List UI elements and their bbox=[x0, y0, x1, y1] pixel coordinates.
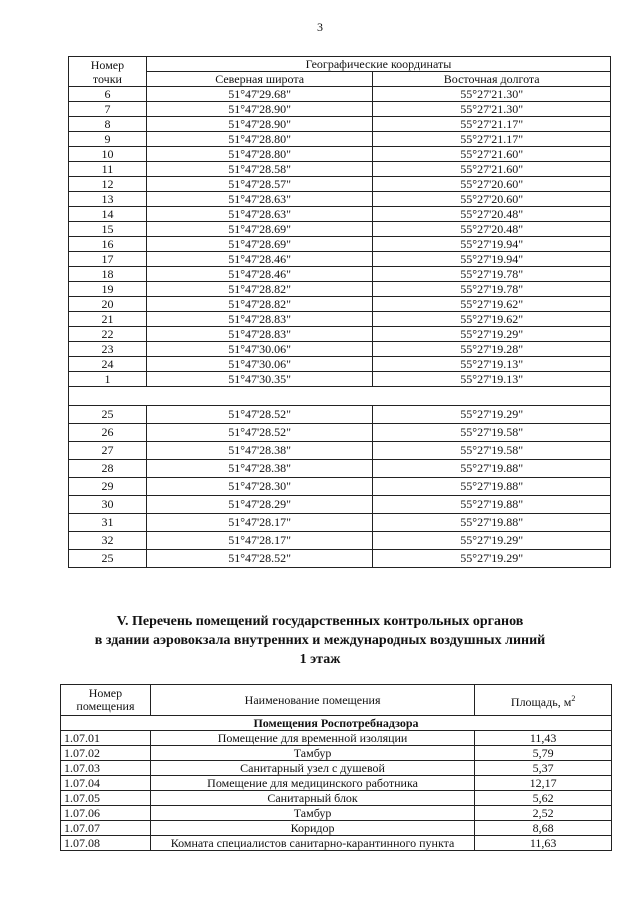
latitude-cell: 51°47'28.69" bbox=[146, 222, 373, 237]
point-number-cell: 19 bbox=[69, 282, 147, 297]
header-area-label: Площадь, м bbox=[510, 694, 572, 709]
rooms-body bbox=[61, 716, 612, 851]
longitude-cell: 55°27'20.60" bbox=[373, 192, 611, 207]
latitude-cell: 51°47'30.06" bbox=[146, 357, 373, 372]
room-code-cell: 1.07.01 bbox=[61, 731, 151, 746]
table-row bbox=[69, 207, 611, 222]
longitude-cell: 55°27'19.28" bbox=[373, 342, 611, 357]
table-row bbox=[69, 252, 611, 267]
table-row bbox=[69, 327, 611, 342]
table-row bbox=[69, 514, 611, 532]
point-number-cell: 6 bbox=[69, 87, 147, 102]
latitude-cell: 51°47'28.46" bbox=[146, 267, 373, 282]
longitude-cell: 55°27'21.30" bbox=[373, 87, 611, 102]
table-row bbox=[69, 532, 611, 550]
point-number-cell: 24 bbox=[69, 357, 147, 372]
point-number-cell: 21 bbox=[69, 312, 147, 327]
rooms-table bbox=[60, 684, 612, 851]
latitude-cell: 51°47'28.17" bbox=[146, 514, 373, 532]
point-number-cell: 26 bbox=[69, 424, 147, 442]
point-number-cell: 12 bbox=[69, 177, 147, 192]
room-name-cell: Комната специалистов санитарно-карантинного пункта bbox=[150, 836, 474, 851]
latitude-cell: 51°47'28.58" bbox=[146, 162, 373, 177]
table-row bbox=[69, 357, 611, 372]
longitude-cell: 55°27'21.17" bbox=[373, 117, 611, 132]
latitude-cell: 51°47'29.68" bbox=[146, 87, 373, 102]
table-row bbox=[69, 102, 611, 117]
header-room-name: Наименование помещения bbox=[150, 685, 474, 716]
table-row bbox=[69, 342, 611, 357]
table-row bbox=[61, 821, 612, 836]
page-number: 3 bbox=[317, 20, 323, 34]
header-latitude: Северная широта bbox=[146, 72, 373, 87]
header-geo-coordinates: Географические координаты bbox=[146, 57, 610, 72]
longitude-cell: 55°27'20.60" bbox=[373, 177, 611, 192]
room-name-cell: Тамбур bbox=[150, 746, 474, 761]
table-row bbox=[69, 442, 611, 460]
room-area-cell: 8,68 bbox=[475, 821, 612, 836]
point-number-cell: 22 bbox=[69, 327, 147, 342]
separator-cell bbox=[69, 387, 611, 406]
point-number-cell: 11 bbox=[69, 162, 147, 177]
table-row bbox=[69, 117, 611, 132]
room-area-cell: 11,43 bbox=[475, 731, 612, 746]
point-number-cell: 28 bbox=[69, 460, 147, 478]
longitude-cell: 55°27'19.62" bbox=[373, 297, 611, 312]
latitude-cell: 51°47'28.52" bbox=[146, 424, 373, 442]
table-row bbox=[69, 496, 611, 514]
point-number-cell: 31 bbox=[69, 514, 147, 532]
longitude-cell: 55°27'21.60" bbox=[373, 147, 611, 162]
latitude-cell: 51°47'28.57" bbox=[146, 177, 373, 192]
group-title: Помещения Роспотребнадзора bbox=[61, 716, 612, 731]
longitude-cell: 55°27'19.88" bbox=[373, 478, 611, 496]
latitude-cell: 51°47'28.46" bbox=[146, 252, 373, 267]
point-number-cell: 13 bbox=[69, 192, 147, 207]
table-row bbox=[69, 222, 611, 237]
room-area-cell: 5,37 bbox=[475, 761, 612, 776]
room-code-cell: 1.07.03 bbox=[61, 761, 151, 776]
point-number-cell: 9 bbox=[69, 132, 147, 147]
table-row bbox=[69, 162, 611, 177]
room-name-cell: Санитарный узел с душевой bbox=[150, 761, 474, 776]
latitude-cell: 51°47'28.69" bbox=[146, 237, 373, 252]
latitude-cell: 51°47'28.90" bbox=[146, 117, 373, 132]
latitude-cell: 51°47'28.90" bbox=[146, 102, 373, 117]
longitude-cell: 55°27'19.88" bbox=[373, 460, 611, 478]
point-number-cell: 18 bbox=[69, 267, 147, 282]
table-row bbox=[61, 746, 612, 761]
longitude-cell: 55°27'20.48" bbox=[373, 207, 611, 222]
table-row bbox=[69, 147, 611, 162]
latitude-cell: 51°47'28.29" bbox=[146, 496, 373, 514]
latitude-cell: 51°47'28.38" bbox=[146, 460, 373, 478]
point-number-cell: 29 bbox=[69, 478, 147, 496]
point-number-cell: 16 bbox=[69, 237, 147, 252]
table-row bbox=[69, 177, 611, 192]
latitude-cell: 51°47'28.30" bbox=[146, 478, 373, 496]
latitude-cell: 51°47'28.17" bbox=[146, 532, 373, 550]
section-title bbox=[0, 612, 640, 669]
table-row bbox=[69, 460, 611, 478]
longitude-cell: 55°27'21.60" bbox=[373, 162, 611, 177]
room-code-cell: 1.07.06 bbox=[61, 806, 151, 821]
table-row bbox=[69, 424, 611, 442]
table-row bbox=[69, 372, 611, 387]
coordinates-body bbox=[69, 87, 611, 568]
table-row bbox=[69, 406, 611, 424]
table-row bbox=[61, 731, 612, 746]
point-number-cell: 32 bbox=[69, 532, 147, 550]
longitude-cell: 55°27'19.78" bbox=[373, 267, 611, 282]
table-row bbox=[69, 282, 611, 297]
header-room-number-line2: помещения bbox=[76, 699, 135, 713]
room-name-cell: Помещение для временной изоляции bbox=[150, 731, 474, 746]
room-area-cell: 5,79 bbox=[475, 746, 612, 761]
room-area-cell: 5,62 bbox=[475, 791, 612, 806]
longitude-cell: 55°27'19.94" bbox=[373, 252, 611, 267]
latitude-cell: 51°47'28.38" bbox=[146, 442, 373, 460]
header-area-sup: 2 bbox=[571, 693, 576, 703]
latitude-cell: 51°47'28.80" bbox=[146, 147, 373, 162]
room-code-cell: 1.07.04 bbox=[61, 776, 151, 791]
point-number-cell: 25 bbox=[69, 550, 147, 568]
header-point-line2: точки bbox=[92, 71, 122, 86]
header-point-line1: Номер bbox=[90, 57, 125, 72]
longitude-cell: 55°27'19.13" bbox=[373, 372, 611, 387]
point-number-cell: 7 bbox=[69, 102, 147, 117]
table-row bbox=[69, 550, 611, 568]
longitude-cell: 55°27'21.30" bbox=[373, 102, 611, 117]
table-row bbox=[69, 132, 611, 147]
latitude-cell: 51°47'30.35" bbox=[146, 372, 373, 387]
table-row bbox=[69, 478, 611, 496]
room-name-cell: Коридор bbox=[150, 821, 474, 836]
coordinates-table bbox=[68, 56, 611, 568]
header-point-number bbox=[69, 57, 147, 87]
latitude-cell: 51°47'28.82" bbox=[146, 282, 373, 297]
section-title-line3: 1 этаж bbox=[299, 652, 341, 667]
room-name-cell: Тамбур bbox=[150, 806, 474, 821]
point-number-cell: 8 bbox=[69, 117, 147, 132]
longitude-cell: 55°27'20.48" bbox=[373, 222, 611, 237]
point-number-cell: 23 bbox=[69, 342, 147, 357]
table-row bbox=[69, 192, 611, 207]
group-row bbox=[61, 716, 612, 731]
room-code-cell: 1.07.07 bbox=[61, 821, 151, 836]
longitude-cell: 55°27'19.88" bbox=[373, 514, 611, 532]
room-area-cell: 12,17 bbox=[475, 776, 612, 791]
point-number-cell: 30 bbox=[69, 496, 147, 514]
point-number-cell: 15 bbox=[69, 222, 147, 237]
room-code-cell: 1.07.02 bbox=[61, 746, 151, 761]
point-number-cell: 25 bbox=[69, 406, 147, 424]
latitude-cell: 51°47'28.52" bbox=[146, 406, 373, 424]
longitude-cell: 55°27'19.88" bbox=[373, 496, 611, 514]
longitude-cell: 55°27'19.58" bbox=[373, 442, 611, 460]
longitude-cell: 55°27'19.78" bbox=[373, 282, 611, 297]
longitude-cell: 55°27'19.62" bbox=[373, 312, 611, 327]
point-number-cell: 17 bbox=[69, 252, 147, 267]
point-number-cell: 14 bbox=[69, 207, 147, 222]
table-row bbox=[61, 776, 612, 791]
point-number-cell: 20 bbox=[69, 297, 147, 312]
point-number-cell: 10 bbox=[69, 147, 147, 162]
latitude-cell: 51°47'28.83" bbox=[146, 327, 373, 342]
header-room-area bbox=[475, 685, 612, 716]
room-area-cell: 2,52 bbox=[475, 806, 612, 821]
point-number-cell: 1 bbox=[69, 372, 147, 387]
point-number-cell: 27 bbox=[69, 442, 147, 460]
latitude-cell: 51°47'28.82" bbox=[146, 297, 373, 312]
section-title-line2: в здании аэровокзала внутренних и международных воздушных линий bbox=[94, 633, 546, 648]
longitude-cell: 55°27'19.94" bbox=[373, 237, 611, 252]
section-title-line1: V. Перечень помещений государственных контрольных органов bbox=[116, 614, 524, 629]
header-longitude: Восточная долгота bbox=[373, 72, 611, 87]
room-code-cell: 1.07.05 bbox=[61, 791, 151, 806]
table-row bbox=[61, 761, 612, 776]
table-row bbox=[69, 312, 611, 327]
table-row bbox=[61, 836, 612, 851]
latitude-cell: 51°47'28.63" bbox=[146, 192, 373, 207]
room-name-cell: Санитарный блок bbox=[150, 791, 474, 806]
longitude-cell: 55°27'19.29" bbox=[373, 550, 611, 568]
longitude-cell: 55°27'19.29" bbox=[373, 532, 611, 550]
longitude-cell: 55°27'19.29" bbox=[373, 327, 611, 342]
room-area-cell: 11,63 bbox=[475, 836, 612, 851]
latitude-cell: 51°47'28.80" bbox=[146, 132, 373, 147]
header-room-number-line1: Номер bbox=[88, 686, 123, 700]
table-row bbox=[69, 297, 611, 312]
longitude-cell: 55°27'19.13" bbox=[373, 357, 611, 372]
latitude-cell: 51°47'30.06" bbox=[146, 342, 373, 357]
table-row bbox=[61, 806, 612, 821]
table-row bbox=[69, 267, 611, 282]
latitude-cell: 51°47'28.83" bbox=[146, 312, 373, 327]
room-code-cell: 1.07.08 bbox=[61, 836, 151, 851]
room-name-cell: Помещение для медицинского работника bbox=[150, 776, 474, 791]
table-row bbox=[69, 237, 611, 252]
latitude-cell: 51°47'28.63" bbox=[146, 207, 373, 222]
header-room-number bbox=[61, 685, 151, 716]
table-row bbox=[61, 791, 612, 806]
longitude-cell: 55°27'19.29" bbox=[373, 406, 611, 424]
separator-row bbox=[69, 387, 611, 406]
longitude-cell: 55°27'21.17" bbox=[373, 132, 611, 147]
latitude-cell: 51°47'28.52" bbox=[146, 550, 373, 568]
table-row bbox=[69, 87, 611, 102]
longitude-cell: 55°27'19.58" bbox=[373, 424, 611, 442]
